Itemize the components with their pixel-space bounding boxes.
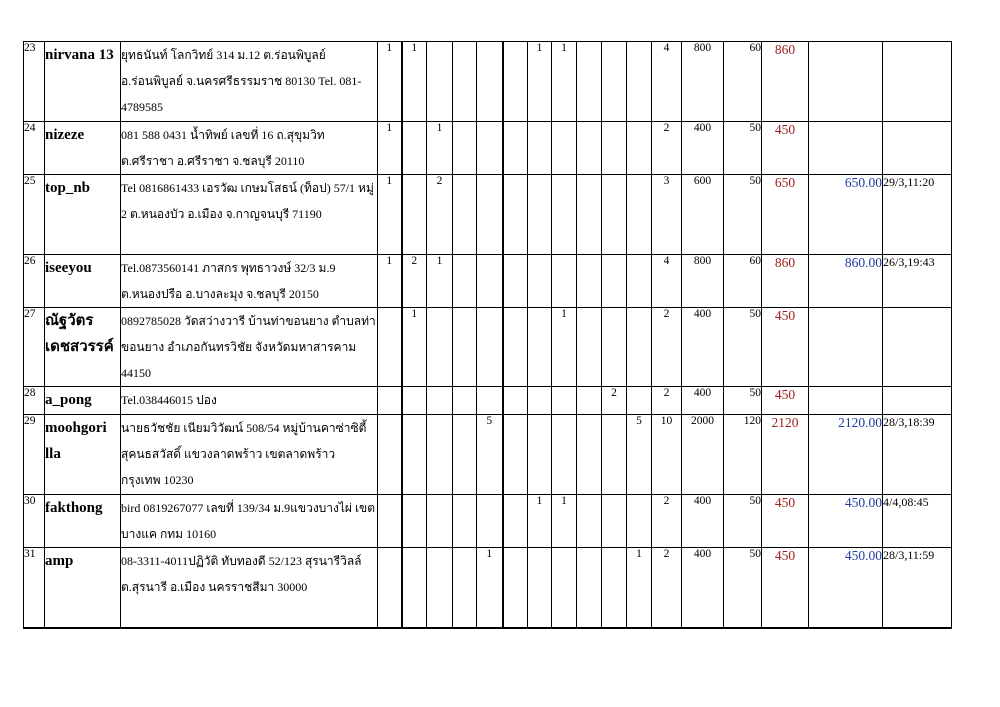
payment-date: 28/3,11:59	[883, 548, 952, 628]
item-quantity-cell	[602, 415, 627, 495]
item-quantity-cell	[378, 415, 402, 495]
item-quantity-cell	[528, 415, 552, 495]
payment-date	[883, 308, 952, 387]
item-quantity-cell	[477, 175, 503, 255]
shipping-address: 081 588 0431 น้ำทิพย์ เลขที่ 16 ถ.สุขุมวิท ต.ศรีราชา อ.ศรีราชา จ.ชลบุรี 20110	[121, 122, 378, 175]
item-quantity-cell: 1	[552, 495, 577, 548]
customer-name: moohgori lla	[45, 415, 121, 495]
total-quantity: 2	[652, 308, 682, 387]
table-row	[24, 308, 952, 387]
row-number: 27	[24, 308, 45, 387]
item-quantity-cell	[577, 122, 602, 175]
item-quantity-cell	[528, 175, 552, 255]
subtotal-price: 400	[682, 122, 724, 175]
total-quantity: 2	[652, 495, 682, 548]
item-quantity-cell	[402, 175, 427, 255]
shipping-address: ยุทธนันท์ โลกวิทย์ 314 ม.12 ต.ร่อนพิบูลย์ อ.ร่อนพิบูลย์ จ.นครศรีธรรมราช 80130 Tel. 081-4789585	[121, 42, 378, 122]
customer-name: ณัฐวัตร เดชสวรรค์	[45, 308, 121, 387]
paid-amount: 650.00	[809, 175, 883, 255]
item-quantity-cell	[602, 42, 627, 122]
shipping-fee: 50	[724, 308, 762, 387]
row-number: 29	[24, 415, 45, 495]
item-quantity-cell: 1	[528, 42, 552, 122]
item-quantity-cell	[627, 175, 652, 255]
item-quantity-cell	[577, 495, 602, 548]
total-quantity: 10	[652, 415, 682, 495]
item-quantity-cell	[627, 122, 652, 175]
item-quantity-cell	[402, 415, 427, 495]
item-quantity-cell	[602, 175, 627, 255]
item-quantity-cell	[528, 122, 552, 175]
shipping-fee: 60	[724, 42, 762, 122]
item-quantity-cell	[402, 495, 427, 548]
item-quantity-cell: 2	[602, 387, 627, 415]
row-number: 26	[24, 255, 45, 308]
item-quantity-cell	[503, 255, 528, 308]
table-row	[24, 387, 952, 415]
grand-total: 450	[762, 548, 809, 628]
payment-date	[883, 387, 952, 415]
item-quantity-cell	[503, 42, 528, 122]
item-quantity-cell	[402, 387, 427, 415]
grand-total: 450	[762, 495, 809, 548]
item-quantity-cell	[453, 255, 477, 308]
item-quantity-cell: 5	[477, 415, 503, 495]
table-row	[24, 495, 952, 548]
subtotal-price: 600	[682, 175, 724, 255]
row-number: 24	[24, 122, 45, 175]
paid-amount	[809, 387, 883, 415]
item-quantity-cell	[427, 415, 453, 495]
item-quantity-cell	[602, 495, 627, 548]
item-quantity-cell	[552, 175, 577, 255]
item-quantity-cell	[477, 122, 503, 175]
item-quantity-cell	[453, 122, 477, 175]
shipping-fee: 120	[724, 415, 762, 495]
shipping-fee: 60	[724, 255, 762, 308]
item-quantity-cell	[528, 387, 552, 415]
item-quantity-cell: 1	[528, 495, 552, 548]
item-quantity-cell: 1	[627, 548, 652, 628]
shipping-fee: 50	[724, 122, 762, 175]
row-number: 23	[24, 42, 45, 122]
subtotal-price: 800	[682, 255, 724, 308]
item-quantity-cell	[453, 548, 477, 628]
item-quantity-cell	[503, 548, 528, 628]
shipping-fee: 50	[724, 387, 762, 415]
item-quantity-cell: 1	[378, 175, 402, 255]
item-quantity-cell	[627, 255, 652, 308]
shipping-fee: 50	[724, 548, 762, 628]
shipping-address: 0892785028 วัดสว่างวารี บ้านท่าขอนยาง ตำบลท่าขอนยาง อำเภอกันทรวิชัย จังหวัดมหาสารคาม 44150	[121, 308, 378, 387]
subtotal-price: 400	[682, 495, 724, 548]
row-number: 28	[24, 387, 45, 415]
paid-amount	[809, 122, 883, 175]
subtotal-price: 800	[682, 42, 724, 122]
item-quantity-cell: 1	[477, 548, 503, 628]
table-row	[24, 175, 952, 255]
item-quantity-cell	[453, 175, 477, 255]
item-quantity-cell	[552, 255, 577, 308]
customer-name: top_nb	[45, 175, 121, 255]
item-quantity-cell	[503, 175, 528, 255]
item-quantity-cell	[427, 387, 453, 415]
grand-total: 860	[762, 255, 809, 308]
table-row	[24, 548, 952, 628]
item-quantity-cell	[577, 308, 602, 387]
payment-date: 26/3,19:43	[883, 255, 952, 308]
row-number: 25	[24, 175, 45, 255]
customer-name: amp	[45, 548, 121, 628]
item-quantity-cell	[378, 308, 402, 387]
item-quantity-cell: 1	[378, 122, 402, 175]
item-quantity-cell	[402, 122, 427, 175]
item-quantity-cell	[427, 548, 453, 628]
item-quantity-cell	[552, 548, 577, 628]
payment-date: 28/3,18:39	[883, 415, 952, 495]
item-quantity-cell	[528, 308, 552, 387]
item-quantity-cell	[427, 495, 453, 548]
total-quantity: 2	[652, 387, 682, 415]
item-quantity-cell	[402, 548, 427, 628]
item-quantity-cell	[552, 387, 577, 415]
grand-total: 450	[762, 387, 809, 415]
table-row	[24, 255, 952, 308]
table-row	[24, 42, 952, 122]
order-table	[23, 41, 952, 629]
customer-name: a_pong	[45, 387, 121, 415]
item-quantity-cell	[503, 495, 528, 548]
shipping-fee: 50	[724, 495, 762, 548]
item-quantity-cell	[577, 175, 602, 255]
customer-name: nizeze	[45, 122, 121, 175]
item-quantity-cell	[602, 122, 627, 175]
paid-amount: 450.00	[809, 548, 883, 628]
total-quantity: 3	[652, 175, 682, 255]
item-quantity-cell	[577, 42, 602, 122]
customer-name: fakthong	[45, 495, 121, 548]
item-quantity-cell	[503, 308, 528, 387]
item-quantity-cell	[503, 415, 528, 495]
row-number: 30	[24, 495, 45, 548]
grand-total: 2120	[762, 415, 809, 495]
item-quantity-cell	[453, 495, 477, 548]
payment-date	[883, 42, 952, 122]
payment-date: 29/3,11:20	[883, 175, 952, 255]
item-quantity-cell: 1	[552, 42, 577, 122]
item-quantity-cell	[552, 122, 577, 175]
subtotal-price: 400	[682, 387, 724, 415]
item-quantity-cell	[528, 548, 552, 628]
total-quantity: 4	[652, 42, 682, 122]
item-quantity-cell	[577, 255, 602, 308]
paid-amount: 450.00	[809, 495, 883, 548]
grand-total: 860	[762, 42, 809, 122]
item-quantity-cell	[453, 387, 477, 415]
item-quantity-cell	[503, 387, 528, 415]
grand-total: 450	[762, 308, 809, 387]
item-quantity-cell	[378, 495, 402, 548]
customer-name: nirvana 13	[45, 42, 121, 122]
item-quantity-cell	[602, 548, 627, 628]
subtotal-price: 400	[682, 308, 724, 387]
item-quantity-cell	[378, 387, 402, 415]
item-quantity-cell	[427, 308, 453, 387]
item-quantity-cell	[577, 548, 602, 628]
total-quantity: 4	[652, 255, 682, 308]
item-quantity-cell: 2	[402, 255, 427, 308]
item-quantity-cell: 1	[552, 308, 577, 387]
item-quantity-cell	[602, 308, 627, 387]
item-quantity-cell: 2	[427, 175, 453, 255]
item-quantity-cell	[627, 42, 652, 122]
item-quantity-cell: 1	[427, 255, 453, 308]
item-quantity-cell	[453, 415, 477, 495]
item-quantity-cell: 1	[402, 308, 427, 387]
shipping-address: Tel.038446015 ปอง	[121, 387, 378, 415]
item-quantity-cell: 5	[627, 415, 652, 495]
item-quantity-cell: 1	[378, 42, 402, 122]
paid-amount: 860.00	[809, 255, 883, 308]
item-quantity-cell	[477, 255, 503, 308]
customer-name: iseeyou	[45, 255, 121, 308]
item-quantity-cell	[528, 255, 552, 308]
item-quantity-cell	[378, 548, 402, 628]
payment-date	[883, 122, 952, 175]
item-quantity-cell	[453, 42, 477, 122]
item-quantity-cell	[627, 308, 652, 387]
paid-amount	[809, 42, 883, 122]
shipping-address: bird 0819267077 เลขที่ 139/34 ม.9แขวงบางไผ่ เขตบางแค กทม 10160	[121, 495, 378, 548]
item-quantity-cell	[577, 415, 602, 495]
row-number: 31	[24, 548, 45, 628]
shipping-address: Tel 0816861433 เอรวัฒ เกษมโสธน์ (ท็อป) 57/1 หมู่ 2 ต.หนองบัว อ.เมือง จ.กาญจนบุรี 71190	[121, 175, 378, 255]
grand-total: 450	[762, 122, 809, 175]
shipping-address: Tel.0873560141 ภาสกร พุทธาวงษ์ 32/3 ม.9 ต.หนองปรือ อ.บางละมุง จ.ชลบุรี 20150	[121, 255, 378, 308]
shipping-address: นายธวัชชัย เนียมวิวัฒน์ 508/54 หมู่บ้านคาซ่าซิตี้สุคนธสวัสดิ์ แขวงลาดพร้าว เขตลาดพร้าว กรุงเทพ 10230	[121, 415, 378, 495]
subtotal-price: 2000	[682, 415, 724, 495]
item-quantity-cell	[552, 415, 577, 495]
table-row	[24, 415, 952, 495]
item-quantity-cell	[477, 42, 503, 122]
item-quantity-cell	[477, 387, 503, 415]
item-quantity-cell	[602, 255, 627, 308]
item-quantity-cell	[627, 495, 652, 548]
item-quantity-cell	[627, 387, 652, 415]
shipping-address: 08-3311-4011ปฏิวัติ ทับทองดี 52/123 สุรนารีวิลล์ ต.สุรนารี อ.เมือง นครราชสีมา 30000	[121, 548, 378, 628]
item-quantity-cell	[577, 387, 602, 415]
payment-date: 4/4,08:45	[883, 495, 952, 548]
grand-total: 650	[762, 175, 809, 255]
item-quantity-cell	[427, 42, 453, 122]
total-quantity: 2	[652, 122, 682, 175]
total-quantity: 2	[652, 548, 682, 628]
item-quantity-cell	[477, 495, 503, 548]
paid-amount	[809, 308, 883, 387]
table-row	[24, 122, 952, 175]
paid-amount: 2120.00	[809, 415, 883, 495]
subtotal-price: 400	[682, 548, 724, 628]
item-quantity-cell	[453, 308, 477, 387]
item-quantity-cell: 1	[378, 255, 402, 308]
item-quantity-cell	[477, 308, 503, 387]
shipping-fee: 50	[724, 175, 762, 255]
item-quantity-cell: 1	[402, 42, 427, 122]
item-quantity-cell: 1	[427, 122, 453, 175]
item-quantity-cell	[503, 122, 528, 175]
